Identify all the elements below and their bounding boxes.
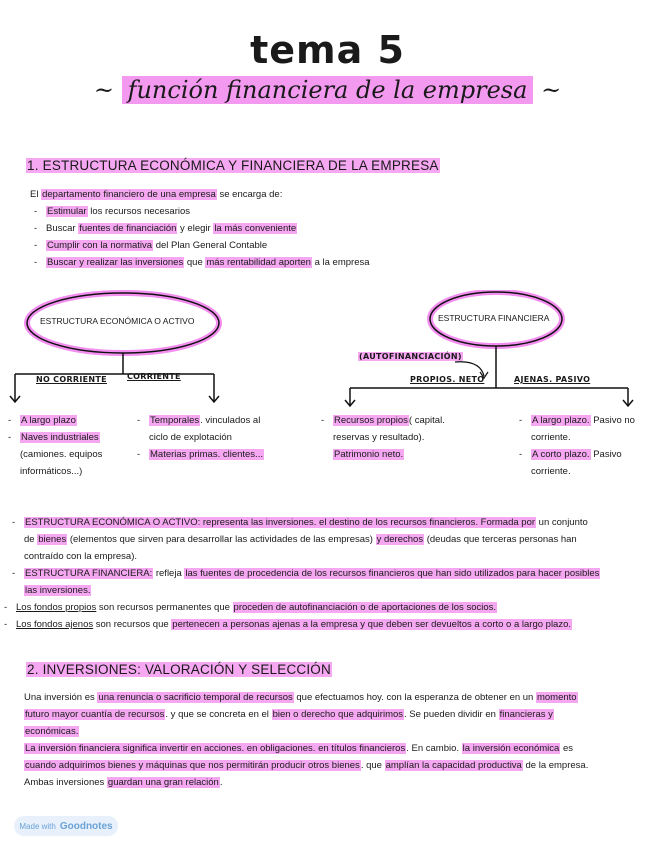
definition-activo: - ESTRUCTURA ECONÓMICA O ACTIVO: representa las inversiones. el destino de los recursos financieros. Formada por un conjunto: [24, 514, 624, 531]
no-corriente-label: NO CORRIENTE: [36, 375, 107, 384]
list-item: - Estimular los recursos necesarios: [46, 203, 370, 220]
column-no-corriente: - A largo plazo - Naves industriales (camiones. equipos informáticos...): [20, 412, 102, 480]
section2-body: Una inversión es una renuncia o sacrificio temporal de recursos que efectuamos hoy. con la esperanza de obtener en un momento futuro mayor cuantía de recursos. y que se concreta en el bien o derecho que adquirimos. Se pueden dividir en financieras y económicas. La inversión financiera significa invertir en acciones. en obligaciones. en títulos financieros. En cambio. la inversión económica es cuando adquirimos bienes y máquinas que nos permitirán producir otros bienes. que amplían la capacidad productiva de la empresa. Ambas inversiones guardan una gran relación.: [24, 692, 589, 788]
autofinanciacion-label: (AUTOFINANCIACIÓN): [359, 352, 462, 361]
right-oval-label: ESTRUCTURA FINANCIERA: [438, 313, 550, 323]
column-ajenas: - A largo plazo. Pasivo no corriente. - A corto plazo. Pasivo corriente.: [531, 412, 635, 480]
goodnotes-watermark: Made with Goodnotes: [14, 816, 118, 836]
definition-fondos-propios: - Los fondos propios son recursos permanentes que proceden de autofinanciación o de aportaciones de los socios.: [16, 599, 616, 616]
page-title: tema 5: [250, 28, 405, 72]
column-propios: - Recursos propios( capital. reservas y resultado). Patrimonio neto.: [333, 412, 445, 463]
structure-diagram: [0, 290, 655, 415]
corriente-label: CORRIENTE: [127, 372, 181, 381]
left-oval-label: ESTRUCTURA ECONÓMICA O ACTIVO: [40, 316, 195, 326]
definition-fondos-ajenos: - Los fondos ajenos son recursos que pertenecen a personas ajenas a la empresa y que deben ser devueltos a corto o a largo plazo.: [16, 616, 616, 633]
definitions-block: - ESTRUCTURA ECONÓMICA O ACTIVO: representa las inversiones. el destino de los recursos financieros. Formada por un conjunto de bienes (elementos que sirven para desarrollar las actividades de las empresas) y derechos (deudas que terceras personas han contraído con la empresa). - ESTRUCTURA FINANCIERA: refleja las fuentes de procedencia de los recursos financieros que han sido utilizados para hacer posibles las inversiones. - Los fondos propios son recursos permanentes que proceden de autofinanciación o de aportaciones de los socios. - Los fondos ajenos son recursos que pertenecen a personas ajenas a la empresa y que deben ser devueltos a corto o a largo plazo.: [24, 514, 624, 633]
section2-heading: 2. INVERSIONES: VALORACIÓN Y SELECCIÓN: [27, 662, 331, 677]
definition-financiera: - ESTRUCTURA FINANCIERA: refleja las fuentes de procedencia de los recursos financieros que han sido utilizados para hacer posibles: [24, 565, 624, 582]
section1-heading: 1. ESTRUCTURA ECONÓMICA Y FINANCIERA DE LA EMPRESA: [27, 158, 439, 173]
section1-intro: El departamento financiero de una empresa se encarga de:: [30, 189, 283, 200]
page-subtitle: ~ función financiera de la empresa ~: [93, 76, 562, 104]
column-corriente: - Temporales. vinculados al ciclo de explotación - Materias primas. clientes...: [149, 412, 264, 463]
section1-list: [46, 203, 370, 271]
list-item: - Buscar fuentes de financiación y elegir la más conveniente: [46, 220, 370, 237]
list-item: - Cumplir con la normativa del Plan General Contable: [46, 237, 370, 254]
ajenas-pasivo-label: AJENAS. PASIVO: [514, 375, 591, 384]
propios-neto-label: PROPIOS. NETO: [410, 375, 485, 384]
list-item: - Buscar y realizar las inversiones que más rentabilidad aporten a la empresa: [46, 254, 370, 271]
